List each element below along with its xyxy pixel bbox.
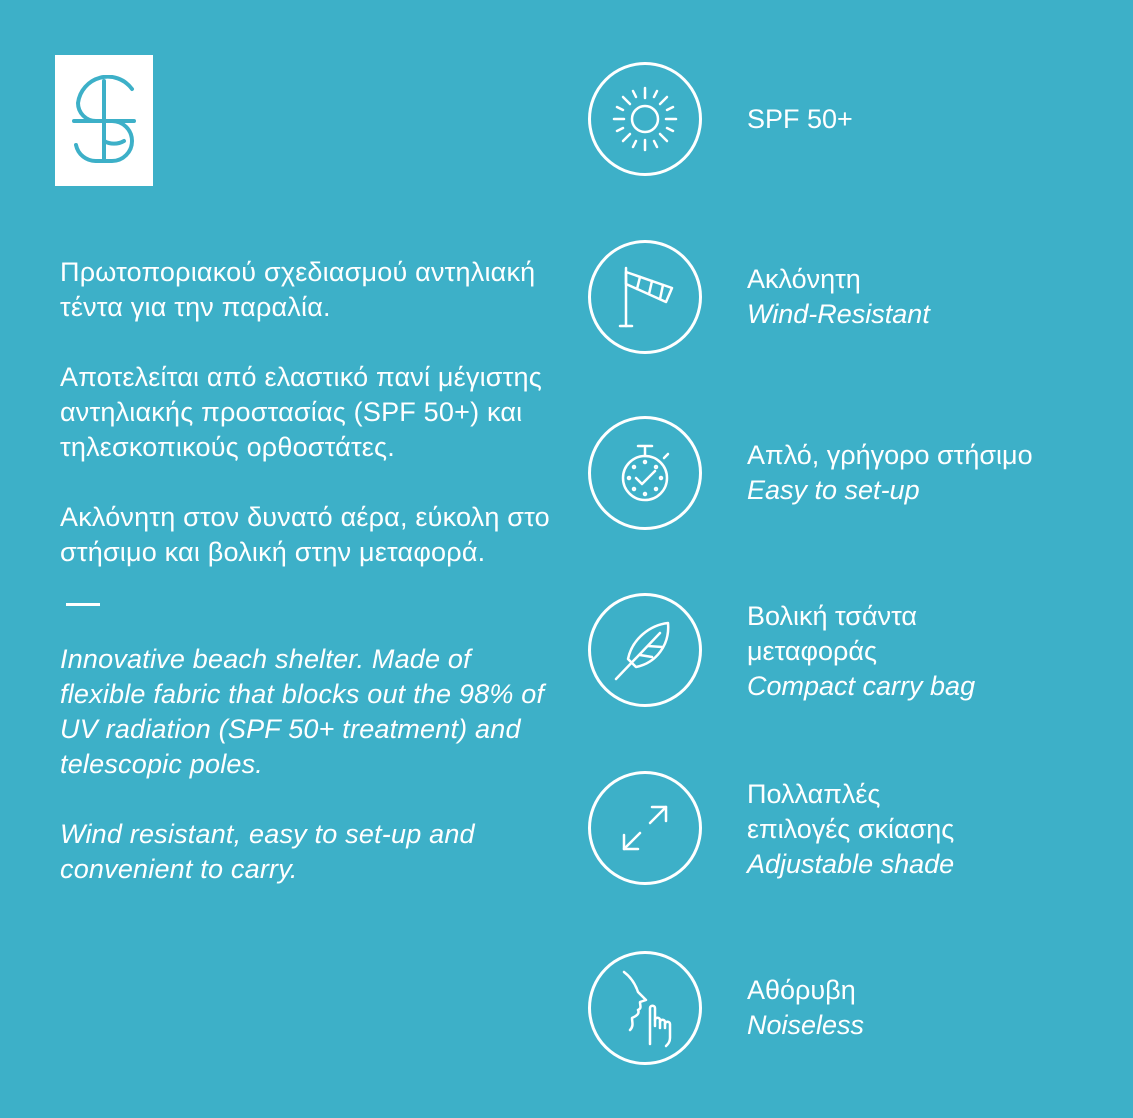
greek-materials-text: Αποτελείται από ελαστικό πανί μέγιστης αντηλιακής προστασίας (SPF 50+) και τηλεσκοπικούς ορθοστάτες. — [60, 362, 542, 462]
feature-label-english: Easy to set-up — [747, 475, 920, 505]
feature-icon-circle — [588, 62, 702, 176]
expand-arrows-icon — [610, 793, 680, 863]
feature-label-greek-line2: μεταφοράς — [747, 636, 877, 666]
feature-label-greek-line1: Βολική τσάντα — [747, 601, 917, 631]
feature-noiseless — [588, 951, 1128, 1071]
feature-label-greek: Απλό, γρήγορο στήσιμο — [747, 440, 1033, 470]
feature-icon-circle — [588, 416, 702, 530]
feature-spf — [588, 62, 1128, 182]
feature-label-english: Wind-Resistant — [747, 299, 930, 329]
divider-dash — [66, 603, 100, 606]
feature-icon-circle — [588, 593, 702, 707]
feature-label-english: Compact carry bag — [747, 671, 976, 701]
brand-logo — [55, 55, 153, 186]
feature-label-greek: SPF 50+ — [747, 104, 853, 134]
english-features-text: Wind resistant, easy to set-up and convenient to carry. — [60, 819, 475, 884]
feature-icon-circle — [588, 951, 702, 1065]
quiet-face-icon — [610, 968, 680, 1048]
feature-icon-circle — [588, 240, 702, 354]
english-intro-text: Innovative beach shelter. Made of flexible fabric that blocks out the 98% of UV radiation (SPF 50+ treatment) and telescopic poles. — [60, 644, 545, 779]
feature-adjustable-shade — [588, 771, 1128, 891]
feature-setup — [588, 416, 1128, 536]
feature-label-english: Noiseless — [747, 1010, 865, 1040]
feature-label-greek-line1: Πολλαπλές — [747, 779, 881, 809]
feature-carry-bag — [588, 593, 1128, 713]
sun-icon — [610, 84, 680, 154]
feature-label-greek: Ακλόνητη — [747, 264, 861, 294]
windsock-icon — [610, 262, 680, 332]
feature-icon-circle — [588, 771, 702, 885]
feature-label-greek-line2: επιλογές σκίασης — [747, 814, 955, 844]
stopwatch-icon — [610, 438, 680, 508]
feather-icon — [610, 615, 680, 685]
feature-label-english: Adjustable shade — [747, 849, 955, 879]
greek-intro-text: Πρωτοποριακού σχεδιασμού αντηλιακή τέντα για την παραλία. — [60, 257, 536, 322]
description-column — [60, 255, 560, 922]
greek-features-text: Ακλόνητη στον δυνατό αέρα, εύκολη στο στήσιμο και βολική στην μεταφορά. — [60, 502, 550, 567]
feature-label-greek: Αθόρυβη — [747, 975, 856, 1005]
feature-wind — [588, 240, 1128, 360]
logo-s-mark-icon — [68, 75, 140, 167]
